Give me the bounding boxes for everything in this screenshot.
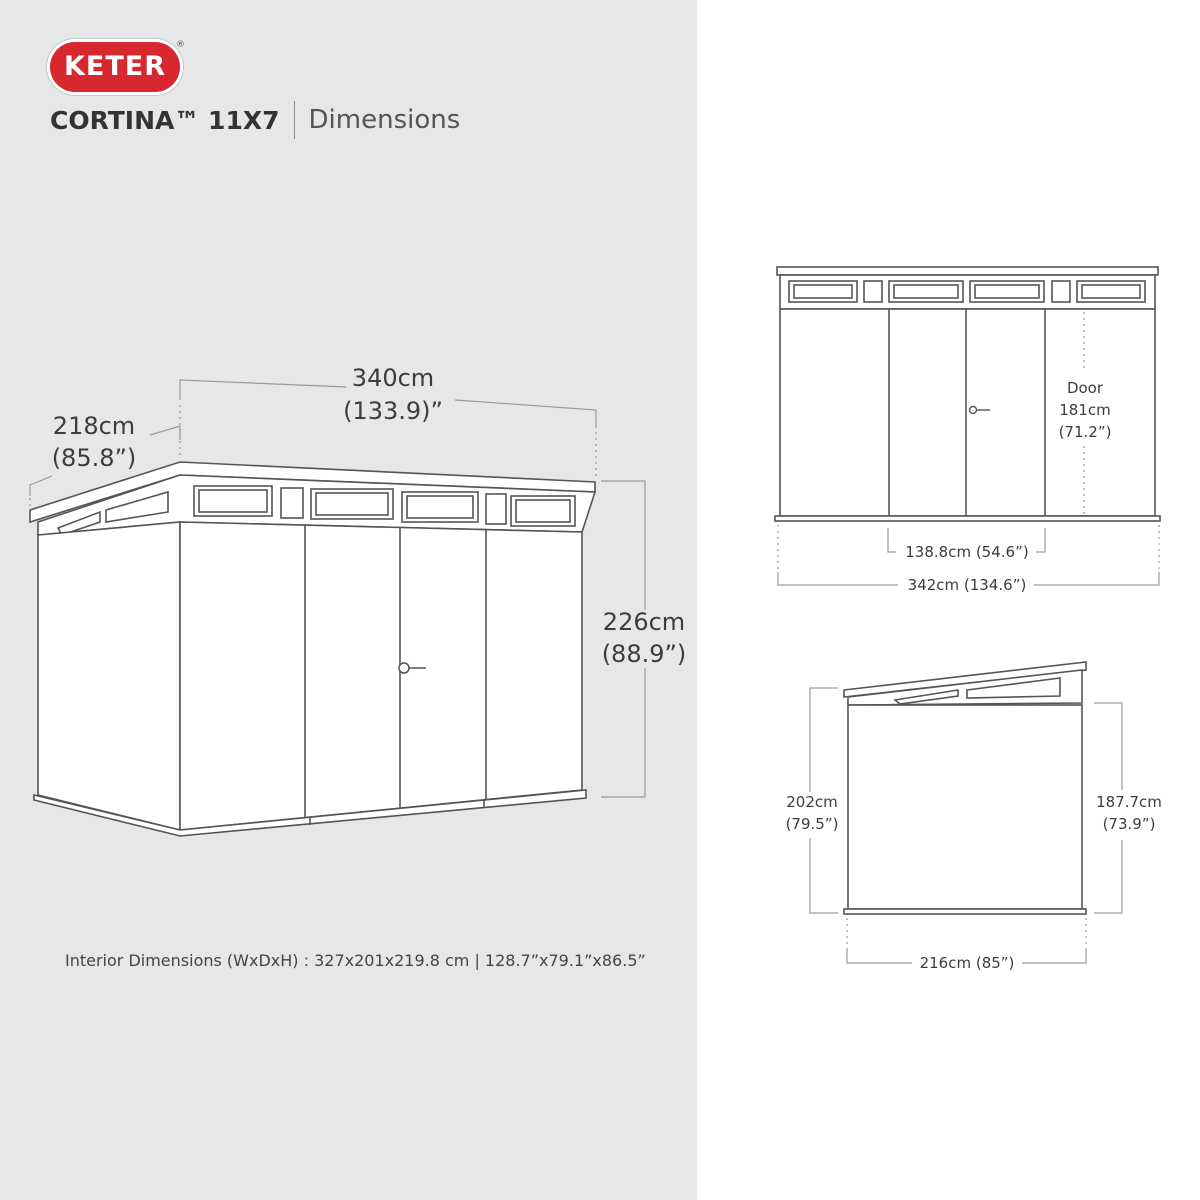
door-height-label-in: (71.2”) [1058,423,1112,441]
registered-mark: ® [176,40,185,50]
interior-dimensions: Interior Dimensions (WxDxH) : 327x201x219.8 cm | 128.7”x79.1”x86.5” [65,951,646,970]
front-height-label-in: (79.5”) [785,815,839,833]
front-height-label: 202cm [786,793,838,811]
window [281,488,303,518]
door-label: Door [1066,379,1104,397]
perspective-shed [30,462,595,836]
side-elevation [844,662,1086,914]
width-label-in: (133.9)” [343,397,443,425]
width-label: 340cm [351,364,435,392]
title-subtitle: Dimensions [308,105,461,135]
depth-label: 218cm [52,412,136,440]
overall-width-label: 342cm (134.6”) [907,576,1027,594]
door-width-label: 138.8cm (54.6”) [905,543,1029,561]
side-depth-label: 216cm (85”) [919,954,1015,972]
product-name: CORTINA™ 11X7 [50,105,280,135]
window [486,494,506,524]
height-label: 226cm [602,608,686,636]
back-height-label: 187.7cm [1096,793,1162,811]
depth-label-in: (85.8”) [51,444,137,472]
height-label-in: (88.9”) [601,640,687,668]
back-height-label-in: (73.9”) [1102,815,1156,833]
logo-text: KETER [63,51,167,82]
door-height-label: 181cm [1059,401,1111,419]
